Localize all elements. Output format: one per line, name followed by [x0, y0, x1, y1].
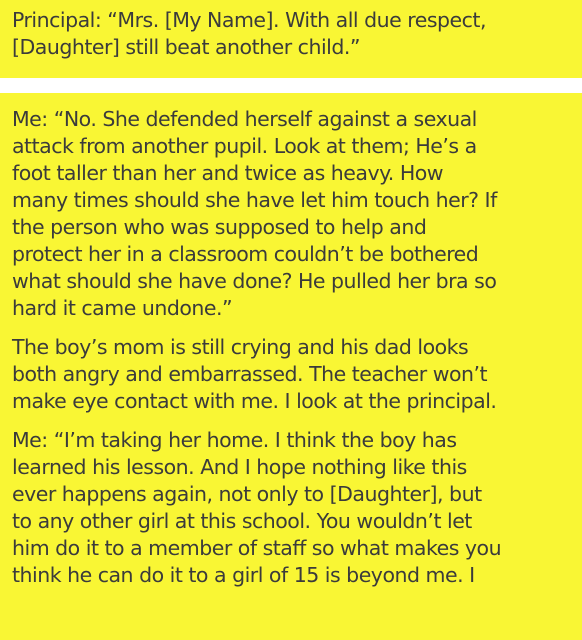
story-paragraph-1: Me: “No. She defended herself against a sexual attack from another pupil. Look at them; He’s a foot taller than her and twice as heavy. How many times should she have let him touch her? If the person who was supposed to help and protect her in a classroom couldn’t be bothered what should she have done? He pulled her bra so hard it came undone.”	[12, 107, 497, 320]
story-paragraph-3: Me: “I’m taking her home. I think the boy has learned his lesson. And I hope nothing like this ever happens again, not only to [Daughter], but to any other girl at this school. You wouldn’t let him do it to a member of staff so what makes you think he can do it to a girl of 15 is beyond me. I	[12, 428, 502, 587]
story-paragraph-2: The boy’s mom is still crying and his dad looks both angry and embarrassed. The teacher won’t make eye contact with me. I look at the principal.	[12, 335, 497, 413]
principal-quote: Principal: “Mrs. [My Name]. With all due respect, [Daughter] still beat another child.”	[12, 8, 486, 59]
quote-card-principal	[0, 0, 582, 78]
story-card	[0, 93, 582, 640]
